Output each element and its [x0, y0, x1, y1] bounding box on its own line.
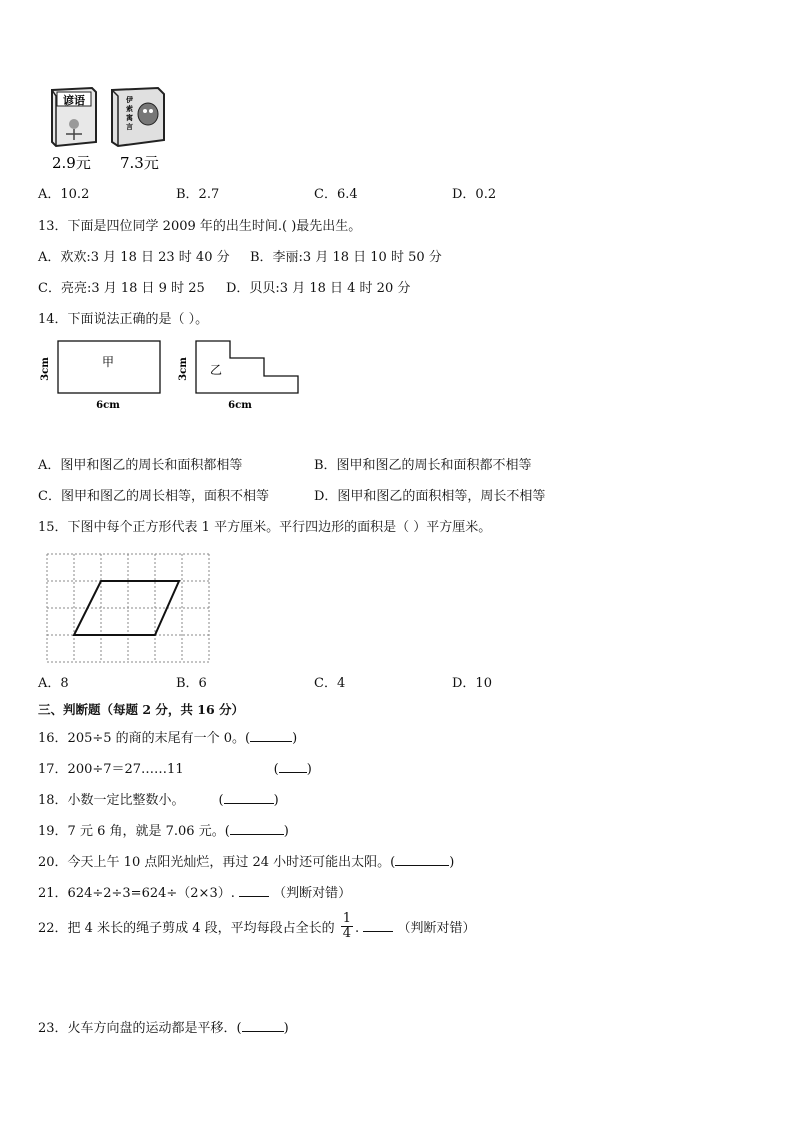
books-illustration	[46, 84, 176, 174]
figure-yi-height: 3cm	[178, 357, 189, 381]
q12-option-c: C．6.4	[314, 187, 358, 202]
q18-text: 18．小数一定比整数小。	[38, 793, 185, 808]
q15-option-b: B．6	[176, 676, 207, 691]
q17-text: 17．200÷7＝27……11	[38, 762, 184, 777]
q12-option-d: D．0.2	[452, 187, 497, 202]
q22-text: 22．把 4 米长的绳子剪成 4 段，平均每段占全长的	[38, 921, 335, 936]
q16: 16．205÷5 的商的末尾有一个 0。( )	[38, 731, 298, 746]
figure-yi	[178, 341, 298, 411]
q20-text: 20．今天上午 10 点阳光灿烂，再过 24 小时还可能出太阳。(	[38, 855, 396, 870]
q15-grid-figure	[44, 552, 212, 664]
books-svg	[46, 84, 176, 174]
q12-option-a: A．10.2	[38, 187, 90, 202]
q13-option-c: C．亮亮:3 月 18 日 9 时 25	[38, 281, 205, 296]
book-proverbs	[52, 88, 96, 146]
q13-option-a: A．欢欢:3 月 18 日 23 时 40 分	[38, 250, 230, 265]
q22-answer-blank[interactable]	[363, 919, 393, 932]
figure-jia-width: 6cm	[96, 400, 120, 411]
q21-answer-blank[interactable]	[239, 884, 269, 897]
figure-jia-label: 甲	[102, 355, 115, 369]
figure-jia-height: 3cm	[40, 357, 51, 381]
q22-fraction-den: 4	[342, 926, 352, 941]
q18-answer-blank[interactable]	[224, 791, 274, 804]
grid-lines	[47, 554, 209, 662]
section-3-heading: 三、判断题（每题 2 分，共 16 分）	[38, 702, 245, 717]
q15-grid-svg	[44, 552, 212, 664]
q21-text: 21．624÷2÷3=624÷（2×3）.	[38, 886, 235, 901]
q14-option-d: D．图甲和图乙的面积相等，周长不相等	[314, 489, 546, 504]
figure-jia	[40, 341, 160, 411]
svg-text:寓: 寓	[126, 113, 133, 122]
q19-text: 19．7 元 6 角，就是 7.06 元。(	[38, 824, 230, 839]
q23: 23．火车方向盘的运动都是平移．( )	[38, 1021, 289, 1036]
q15-option-c: C．4	[314, 676, 346, 691]
book-1-title: 谚语	[63, 94, 85, 107]
svg-text:索: 索	[126, 104, 133, 113]
q20-answer-blank[interactable]	[395, 853, 449, 866]
q22: 22．把 4 米长的绳子剪成 4 段，平均每段占全长的 $\frac{1}{4}$ . （判断对错）	[38, 911, 476, 941]
svg-text:言: 言	[126, 122, 133, 131]
book-1-price: 2.9元	[52, 154, 91, 172]
q21	[38, 884, 351, 902]
q15-option-d: D．10	[452, 676, 492, 691]
q13-option-d: D．贝贝:3 月 18 日 4 时 20 分	[226, 281, 411, 296]
figure-yi-label: 乙	[210, 363, 223, 377]
q22-tail: （判断对错）	[397, 921, 476, 936]
book-aesop	[112, 88, 164, 146]
q14-option-c: C．图甲和图乙的周长相等，面积不相等	[38, 489, 269, 504]
q22-fraction	[341, 912, 353, 941]
q16-text: 16．205÷5 的商的末尾有一个 0。(	[38, 731, 251, 746]
q19-answer-blank[interactable]	[230, 822, 284, 835]
q14-text: 14．下面说法正确的是（ ）。	[38, 312, 209, 327]
q13-text: 13．下面是四位同学 2009 年的出生时间.( )最先出生。	[38, 219, 362, 234]
q12-option-b: B．2.7	[176, 187, 220, 202]
q15-option-a: A．8	[38, 676, 69, 691]
q16-answer-blank[interactable]	[250, 729, 292, 742]
q19: 19．7 元 6 角，就是 7.06 元。( )	[38, 824, 289, 839]
book-2-price: 7.3元	[120, 154, 159, 172]
q22-fraction-num: 1	[342, 911, 352, 926]
q20: 20．今天上午 10 点阳光灿烂，再过 24 小时还可能出太阳。( )	[38, 855, 455, 870]
svg-text:伊: 伊	[126, 95, 133, 104]
q23-answer-blank[interactable]	[242, 1019, 284, 1032]
q14-option-a: A．图甲和图乙的周长和面积都相等	[38, 458, 243, 473]
q17-answer-blank[interactable]	[279, 760, 307, 773]
q14-figures-svg	[34, 336, 314, 416]
q23-text: 23．火车方向盘的运动都是平移．(	[38, 1021, 242, 1036]
q21-tail: （判断对错）	[273, 886, 352, 901]
q15-text: 15．下图中每个正方形代表 1 平方厘米。平行四边形的面积是（ ）平方厘米。	[38, 520, 492, 535]
q18: 18．小数一定比整数小。 ( )	[38, 793, 279, 808]
q14-figures	[34, 336, 314, 416]
q17: 17．200÷7＝27……11 ( )	[38, 762, 312, 777]
q13-option-b: B．李丽:3 月 18 日 10 时 50 分	[250, 250, 442, 265]
figure-yi-width: 6cm	[228, 400, 252, 411]
q14-option-b: B．图甲和图乙的周长和面积都不相等	[314, 458, 532, 473]
